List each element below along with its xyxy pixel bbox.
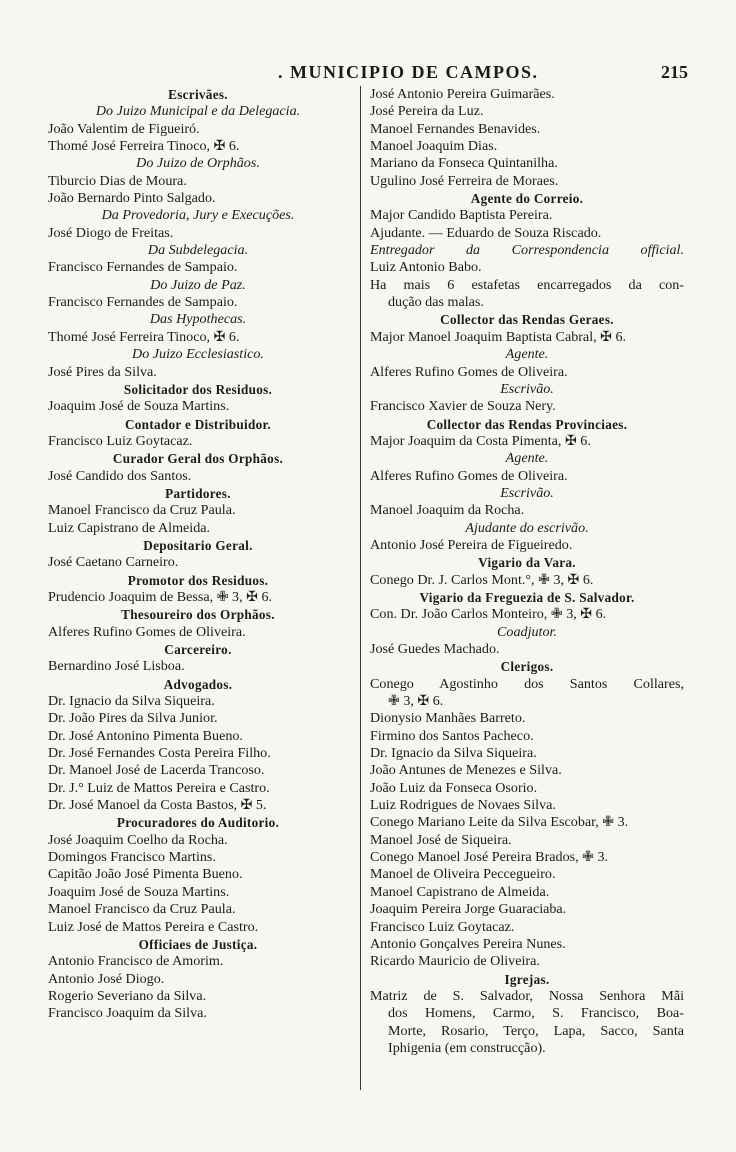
entry-line: Major Candido Baptista Pereira. [370, 207, 553, 224]
entry-line: Alferes Rufino Gomes de Oliveira. [370, 467, 568, 484]
entry-line: José Diogo de Freitas. [48, 224, 174, 241]
entry-line: Domingos Francisco Martins. [48, 849, 216, 866]
section-heading: Vigario da Freguezia de S. Salvador. [419, 589, 635, 605]
entry-line: Francisco Luiz Goytacaz. [48, 432, 193, 449]
entry-line: Major Joaquim da Costa Pimenta, ✠ 6. [370, 432, 591, 449]
entry-line: João Antunes de Menezes e Silva. [370, 762, 562, 779]
entry-line: Dr. Manoel José de Lacerda Trancoso. [48, 762, 265, 779]
section-heading: Collector das Rendas Geraes. [440, 312, 614, 328]
entry-line: Thomé José Ferreira Tinoco, ✠ 6. [48, 138, 240, 155]
entry-line: José Guedes Machado. [370, 641, 500, 657]
running-title: . MUNICIPIO DE CAMPOS. [278, 62, 539, 82]
entry-line: Ha mais 6 estafetas encarregados da con- [370, 276, 684, 293]
section-heading: Promotor dos Residuos. [127, 572, 269, 588]
right-column [370, 86, 684, 1057]
section-heading: Escrivães. [168, 87, 228, 102]
entry-line: Francisco Fernandes de Sampaio. [48, 294, 238, 311]
entry-line: Luiz Rodrigues de Novaes Silva. [370, 797, 556, 814]
subsection-heading: Da Subdelegacia. [147, 242, 249, 259]
subsection-heading: Das Hypothecas. [149, 311, 247, 328]
entry-line: Dr. José Antonino Pimenta Bueno. [48, 727, 243, 744]
section-heading: Igrejas. [504, 971, 550, 987]
entry-line: Joaquim José de Souza Martins. [48, 883, 230, 900]
column-divider [360, 86, 361, 1090]
section-heading: Depositario Geral. [143, 537, 253, 553]
entry-line: Francisco Joaquim da Silva. [48, 1005, 207, 1022]
entry-line: Con. Dr. João Carlos Monteiro, ✙ 3, ✠ 6. [370, 606, 607, 623]
entry-line: Manoel Joaquim da Rocha. [370, 502, 525, 519]
entry-line: Bernardino José Lisboa. [48, 658, 185, 675]
entry-line: Morte, Rosario, Terço, Lapa, Sacco, Santa [388, 1022, 684, 1039]
subsection-heading: Do Juizo Municipal e da Delegacia. [95, 103, 301, 120]
entry-line: Antonio José Pereira de Figueiredo. [370, 536, 573, 553]
entry-line: João Luiz da Fonseca Osorio. [370, 779, 538, 796]
section-heading: Carcereiro. [164, 642, 232, 657]
subsection-heading: Do Juizo Ecclesiastico. [132, 346, 264, 363]
page-header [48, 62, 688, 86]
entry-line: Ajudante. — Eduardo de Souza Riscado. [370, 224, 602, 241]
section-heading: Procuradores do Auditorio. [116, 815, 280, 831]
entry-line: Dr. José Manoel da Costa Bastos, ✠ 5. [48, 797, 267, 814]
entry-line: Dr. Ignacio da Silva Siqueira. [48, 693, 215, 710]
entry-line: Antonio Francisco de Amorim. [48, 953, 224, 970]
subsection-heading: Da Provedoria, Jury e Execuções. [101, 207, 295, 224]
subsection-heading: Do Juizo de Orphãos. [136, 155, 260, 172]
entry-line: Alferes Rufino Gomes de Oliveira. [370, 363, 568, 380]
entry-line: Luiz Antonio Babo. [370, 259, 482, 276]
entry-line: José Antonio Pereira Guimarães. [370, 86, 555, 102]
section-heading: Solicitador dos Residuos. [123, 381, 273, 397]
entry-line: Thomé José Ferreira Tinoco, ✠ 6. [48, 328, 240, 345]
entry-line: Francisco Luiz Goytacaz. [370, 918, 515, 935]
page-number: 215 [661, 62, 688, 82]
entry-line: Ricardo Mauricio de Oliveira. [370, 953, 540, 970]
entry-line: Matriz de S. Salvador, Nossa Senhora Mãi [370, 987, 684, 1004]
entry-line: ✙ 3, ✠ 6. [388, 693, 444, 710]
entry-line: Manoel Francisco da Cruz Paula. [48, 502, 236, 519]
section-heading: Agente do Correio. [470, 191, 584, 207]
section-heading: Officiaes de Justiça. [138, 936, 258, 952]
entry-line: João Bernardo Pinto Salgado. [48, 190, 216, 207]
entry-line: Conego Agostinho dos Santos Collares, [370, 675, 684, 692]
subsection-heading: Escrivão. [500, 380, 554, 397]
entry-line: Prudencio Joaquim de Bessa, ✙ 3, ✠ 6. [48, 588, 273, 605]
entry-line: Alferes Rufino Gomes de Oliveira. [48, 623, 246, 640]
entry-line: Manoel de Oliveira Peccegueiro. [370, 866, 556, 883]
subsection-heading: Agente. [505, 346, 549, 363]
entry-line: Manoel Capistrano de Almeida. [370, 883, 550, 900]
entry-line: José Caetano Carneiro. [48, 554, 179, 571]
left-column [48, 86, 348, 1023]
entry-line: Joaquim Pereira Jorge Guaraciaba. [370, 901, 567, 918]
entry-line: Francisco Xavier de Souza Nery. [370, 398, 556, 415]
entry-line: João Valentim de Figueiró. [48, 120, 200, 137]
section-heading: Thesoureiro dos Orphãos. [121, 607, 275, 623]
entry-line: Antonio José Diogo. [48, 970, 165, 987]
entry-line: José Pires da Silva. [48, 363, 157, 380]
entry-line: José Candido dos Santos. [48, 467, 192, 484]
entry-line: Manoel Fernandes Benavides. [370, 120, 541, 137]
entry-line: Ugulino José Ferreira de Moraes. [370, 172, 559, 189]
subsection-heading: Escrivão. [500, 484, 554, 501]
entry-line: Manoel Joaquim Dias. [370, 138, 498, 155]
entry-line: dução das malas. [388, 294, 484, 311]
section-heading: Vigario da Vara. [478, 555, 576, 571]
entry-line: José Pereira da Luz. [370, 103, 484, 120]
entry-line: Dionysio Manhães Barreto. [370, 710, 526, 727]
entry-line: Conego Dr. J. Carlos Mont.°, ✙ 3, ✠ 6. [370, 571, 594, 588]
entry-line: Manoel Francisco da Cruz Paula. [48, 901, 236, 918]
entry-line: Manoel José de Siqueira. [370, 831, 512, 848]
entry-line: Dr. José Fernandes Costa Pereira Filho. [48, 745, 271, 762]
section-heading: Collector das Rendas Provinciaes. [426, 416, 628, 432]
entry-line: Conego Mariano Leite da Silva Escobar, ✙ 3. [370, 814, 629, 831]
entry-line: Dr. João Pires da Silva Junior. [48, 710, 218, 727]
subsection-heading: Coadjutor. [497, 623, 557, 640]
entry-line: Capitão João José Pimenta Bueno. [48, 866, 243, 883]
section-heading: Clerigos. [500, 659, 554, 675]
entry-line: Dr. J.° Luiz de Mattos Pereira e Castro. [48, 779, 270, 796]
subsection-heading: Entregador da Correspondencia official. [370, 242, 684, 259]
entry-line: Conego Manoel José Pereira Brados, ✙ 3. [370, 849, 609, 866]
entry-line: Francisco Fernandes de Sampaio. [48, 259, 238, 276]
section-heading: Contador e Distribuidor. [124, 416, 272, 432]
subsection-heading: Agente. [505, 450, 549, 467]
entry-line: dos Homens, Carmo, S. Francisco, Boa- [388, 1005, 684, 1022]
entry-line: Joaquim José de Souza Martins. [48, 398, 230, 415]
entry-line: Luiz Capistrano de Almeida. [48, 519, 211, 536]
entry-line: Iphigenia (em construcção). [388, 1039, 546, 1056]
subsection-heading: Do Juizo de Paz. [150, 276, 246, 293]
section-heading: Curador Geral dos Orphãos. [112, 451, 284, 467]
section-heading: Partidores. [165, 485, 231, 501]
entry-line: Dr. Ignacio da Silva Siqueira. [370, 745, 537, 762]
entry-line: Firmino dos Santos Pacheco. [370, 727, 534, 744]
entry-line: Major Manoel Joaquim Baptista Cabral, ✠ 6. [370, 328, 627, 345]
entry-line: Tiburcio Dias de Moura. [48, 172, 187, 189]
section-heading: Advogados. [163, 676, 233, 692]
entry-line: Rogerio Severiano da Silva. [48, 987, 207, 1004]
subsection-heading: Ajudante do escrivão. [465, 519, 589, 536]
entry-line: Antonio Gonçalves Pereira Nunes. [370, 935, 566, 952]
entry-line: José Joaquim Coelho da Rocha. [48, 831, 228, 848]
entry-line: Mariano da Fonseca Quintanilha. [370, 155, 558, 172]
entry-line: Luiz José de Mattos Pereira e Castro. [48, 918, 259, 935]
